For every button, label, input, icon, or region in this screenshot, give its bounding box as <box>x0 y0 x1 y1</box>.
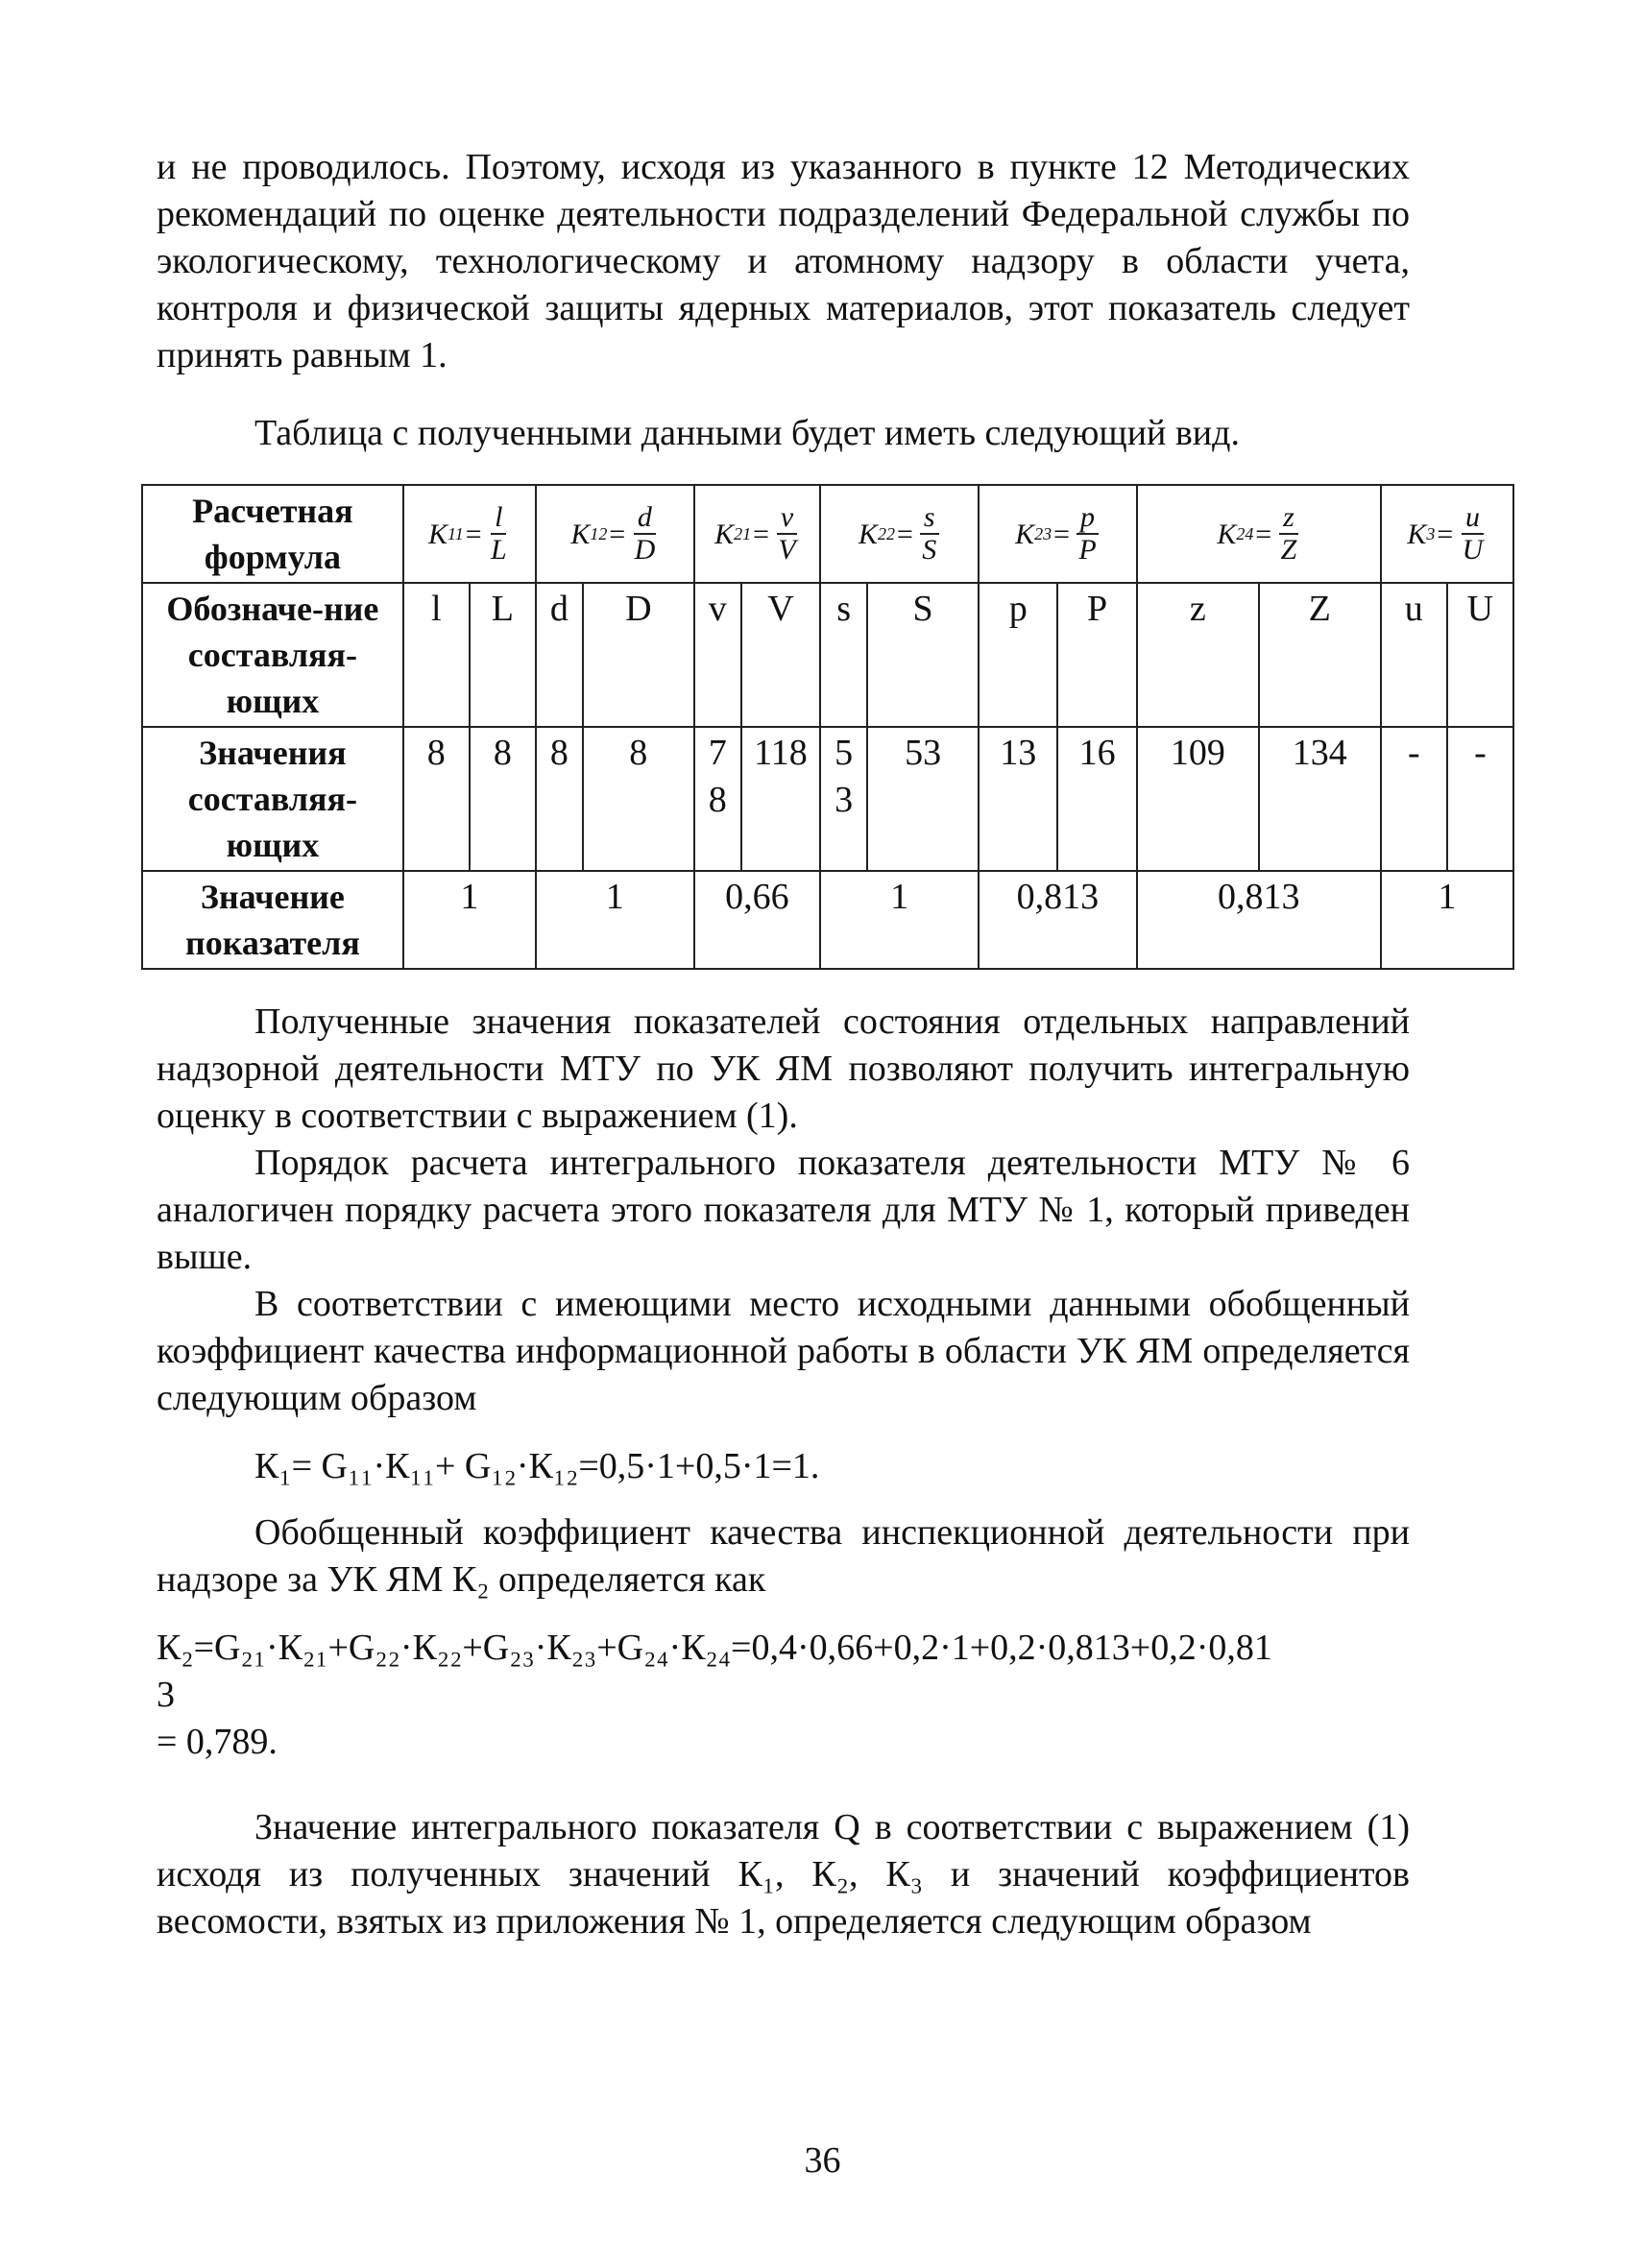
value-cell: 53 <box>867 727 979 871</box>
designation-cell: z <box>1137 583 1259 727</box>
value-cell: - <box>1381 727 1447 871</box>
designation-cell: u <box>1381 583 1447 727</box>
formula-cell <box>820 485 979 583</box>
table-row-component-values <box>142 727 1513 871</box>
designation-cell: d <box>536 583 583 727</box>
table-row-indicator-values <box>142 871 1513 969</box>
formula-k12: K 12 = d D <box>570 501 656 566</box>
formula-cell <box>1381 485 1513 583</box>
indicator-cell: 1 <box>1381 871 1513 969</box>
row-label-formula: Расчетная формула <box>142 485 403 583</box>
value-cell: 118 <box>741 727 820 871</box>
formula-k22: K 22 = s S <box>859 502 940 566</box>
table-caption: Таблица с полученными данными будет иметь следующий вид. <box>254 413 1240 453</box>
formula-k1: К₁= G₁₁·К₁₁+ G₁₂·К₁₂=0,5·1+0,5·1=1. <box>254 1446 820 1486</box>
designation-cell: V <box>741 583 820 727</box>
paragraph-4: В соответствии с имеющими место исходными данными обобщенный коэффициент качества информационной работы в области УК ЯМ определяется следующим образом <box>157 1284 1410 1418</box>
indicator-cell: 0,813 <box>1137 871 1381 969</box>
page-number: 36 <box>804 2140 841 2181</box>
value-cell: 109 <box>1137 727 1259 871</box>
table-row-formula <box>142 485 1513 583</box>
paragraph-3: Порядок расчета интегрального показателя деятельности МТУ № 6 аналогичен порядку расчета этого показателя для МТУ № 1, который приведен выше. <box>157 1143 1410 1277</box>
value-cell: 16 <box>1057 727 1136 871</box>
designation-cell: Z <box>1259 583 1381 727</box>
formula-k3: K 3 = u U <box>1407 501 1484 566</box>
indicator-cell: 0,813 <box>979 871 1137 969</box>
paragraph-intro: и не проводилось. Поэтому, исходя из указанного в пункте 12 Методических рекомендаций по оценке деятельности подразделений Федеральной службы по экологическому, технологическому и атомному надзору в области учета, контроля и физической защиты ядерных материалов, этот показатель следует принять равным 1. <box>157 147 1410 375</box>
value-cell: 8 <box>536 727 583 871</box>
row-label-indicator-value: Значение показателя <box>142 871 403 969</box>
formula-k2-line2: 3 <box>157 1675 175 1715</box>
indicator-cell: 1 <box>403 871 536 969</box>
indicator-cell: 0,66 <box>694 871 820 969</box>
data-table <box>141 484 1514 970</box>
paragraph-5: Обобщенный коэффициент качества инспекционной деятельности при надзоре за УК ЯМ К₂ определяется как <box>157 1512 1410 1600</box>
value-cell: 134 <box>1259 727 1381 871</box>
formula-k21: K 21 = v V <box>714 501 796 566</box>
value-cell: 8 <box>583 727 694 871</box>
formula-cell <box>979 485 1137 583</box>
designation-cell: U <box>1447 583 1513 727</box>
designation-cell: p <box>979 583 1057 727</box>
row-label-designation: Обозначе-ние составляя-ющих <box>142 583 403 727</box>
designation-cell: P <box>1057 583 1136 727</box>
value-cell: 8 <box>403 727 470 871</box>
designation-cell: s <box>820 583 867 727</box>
indicator-cell: 1 <box>536 871 694 969</box>
value-cell: 53 <box>820 727 867 871</box>
value-cell: 78 <box>694 727 741 871</box>
indicator-cell: 1 <box>820 871 979 969</box>
formula-cell <box>1137 485 1381 583</box>
designation-cell: l <box>403 583 470 727</box>
formula-cell <box>403 485 536 583</box>
row-label-component-values: Значения составляя-ющих <box>142 727 403 871</box>
formula-k2-line3: = 0,789. <box>157 1722 278 1762</box>
table-row-designation <box>142 583 1513 727</box>
formula-k24: K 24 = z Z <box>1217 501 1297 566</box>
designation-cell: D <box>583 583 694 727</box>
formula-cell <box>694 485 820 583</box>
formula-k2-line1: К₂=G₂₁·К₂₁+G₂₂·К₂₂+G₂₃·К₂₃+G₂₄·К₂₄=0,4·0,66+0,2·1+0,2·0,813+0,2·0,81 <box>157 1628 1272 1668</box>
value-cell: 13 <box>979 727 1057 871</box>
paragraph-2: Полученные значения показателей состояния отдельных направлений надзорной деятельности МТУ по УК ЯМ позволяют получить интегральную оценку в соответствии с выражением (1). <box>157 1001 1410 1136</box>
designation-cell: S <box>867 583 979 727</box>
designation-cell: L <box>470 583 536 727</box>
value-cell: 8 <box>470 727 536 871</box>
formula-k11: K 11 = l L <box>428 501 507 566</box>
paragraph-6: Значение интегрального показателя Q в соответствии с выражением (1) исходя из полученных значений К₁, К₂, К₃ и значений коэффициентов весомости, взятых из приложения № 1, определяется следующим образом <box>157 1807 1410 1942</box>
designation-cell: v <box>694 583 741 727</box>
formula-cell <box>536 485 694 583</box>
value-cell: - <box>1447 727 1513 871</box>
document-page <box>157 144 1494 1945</box>
formula-k23: K 23 = p P <box>1015 502 1101 566</box>
